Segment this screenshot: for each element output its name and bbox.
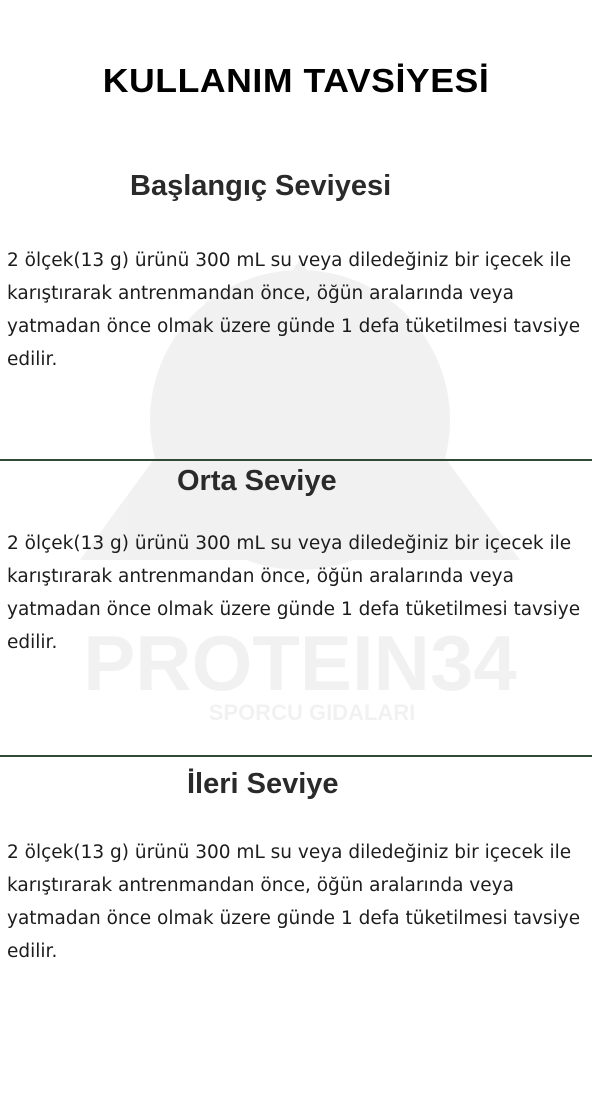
section-body-orta: 2 ölçek(13 g) ürünü 300 mL su veya diledeğiniz bir içecek ile karıştırarak antrenmandan önce, öğün aralarında veya yatmadan önce olmak üzere günde 1 defa tüketilmesi tavsiye edilir. bbox=[7, 533, 581, 653]
page-title: KULLANIM TAVSİYESİ bbox=[102, 62, 490, 99]
section-title-orta: Orta Seviye bbox=[177, 465, 337, 497]
section-title-baslangic: Başlangıç Seviyesi bbox=[130, 170, 392, 202]
watermark-tagline-text: SPORCU GIDALARI bbox=[208, 700, 416, 725]
watermark-brand-text: PROTEIN34 bbox=[83, 619, 517, 707]
section-title-ileri: İleri Seviye bbox=[187, 768, 339, 800]
section-body-ileri: 2 ölçek(13 g) ürünü 300 mL su veya diledeğiniz bir içecek ile karıştırarak antrenmandan önce, öğün aralarında veya yatmadan önce olmak üzere günde 1 defa tüketilmesi tavsiye edilir. bbox=[7, 842, 581, 962]
section-body-baslangic: 2 ölçek(13 g) ürünü 300 mL su veya diledeğiniz bir içecek ile karıştırarak antrenmandan önce, öğün aralarında veya yatmadan önce olmak üzere günde 1 defa tüketilmesi tavsiye edilir. bbox=[7, 250, 581, 370]
section-divider bbox=[0, 459, 592, 461]
section-divider bbox=[0, 755, 592, 757]
